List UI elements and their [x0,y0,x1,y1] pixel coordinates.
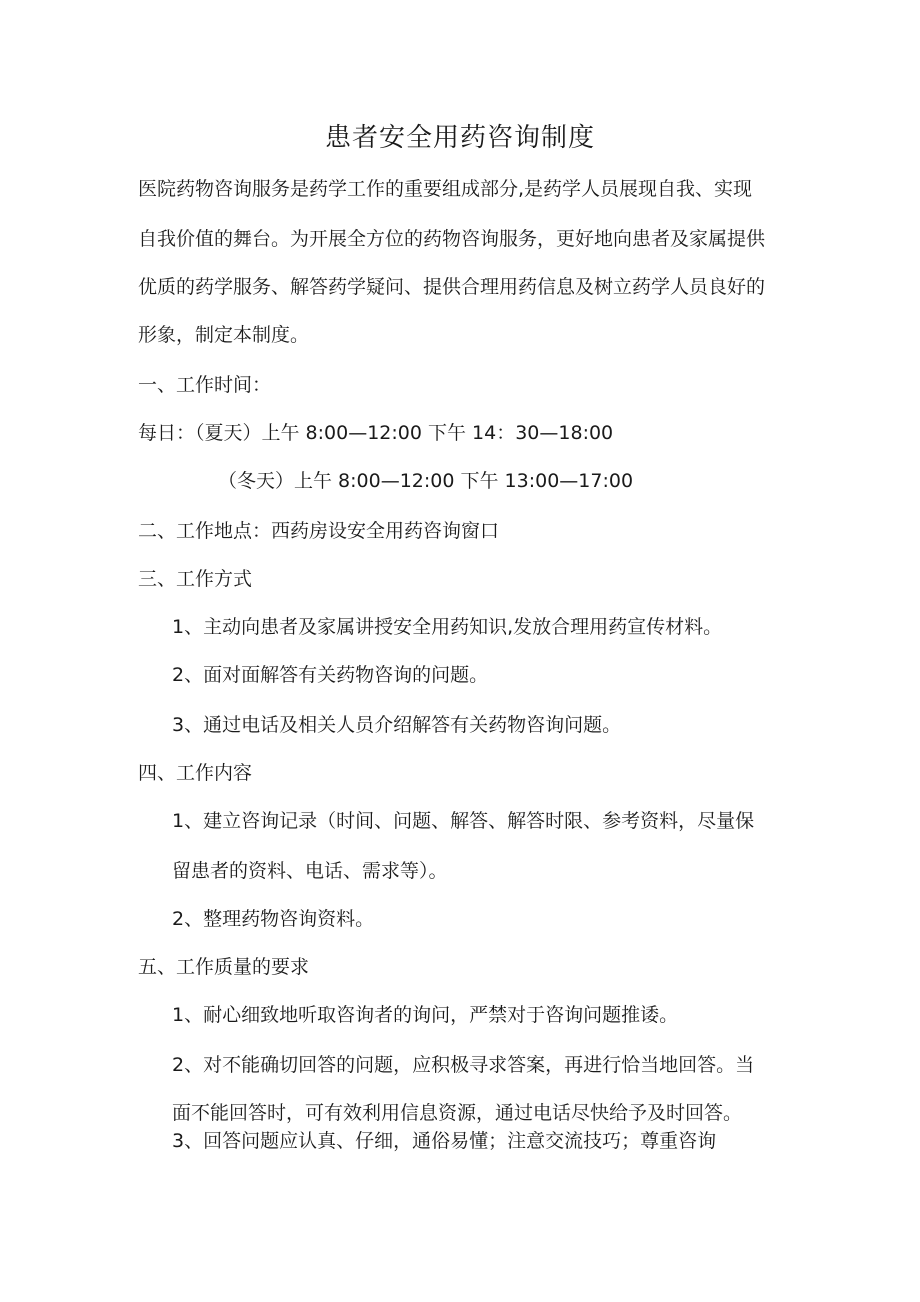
work-hours-summer: 每日：（夏天）上午 8:00—12:00 下午 14：30—18:00 [138,422,614,444]
section-5-item-2-line-1: 2、对不能确切回答的问题，应积极寻求答案，再进行恰当地回答。当 [172,1054,755,1076]
section-3-heading: 三、工作方式 [138,568,253,590]
section-4-item-2: 2、整理药物咨询资料。 [172,908,375,930]
intro-line-4: 形象，制定本制度。 [138,324,310,346]
section-4-item-1-line-1: 1、建立咨询记录（时间、问题、解答、解答时限、参考资料，尽量保 [172,810,755,832]
section-5-heading: 五、工作质量的要求 [138,956,310,978]
document-title: 患者安全用药咨询制度 [324,123,595,153]
section-4-item-1-line-2: 留患者的资料、电话、需求等）。 [172,860,448,882]
intro-line-2: 自我价值的舞台。为开展全方位的药物咨询服务，更好地向患者及家属提供 [138,228,766,250]
intro-line-3: 优质的药学服务、解答药学疑问、提供合理用药信息及树立药学人员良好的 [138,276,766,298]
section-3-item-2: 2、面对面解答有关药物咨询的问题。 [172,664,489,686]
work-hours-winter: （冬天）上午 8:00—12:00 下午 13:00—17:00 [218,470,634,492]
section-1-heading: 一、工作时间： [138,374,272,396]
section-2-heading: 二、工作地点：西药房设安全用药咨询窗口 [138,520,500,542]
section-5-item-1: 1、耐心细致地听取咨询者的询问，严禁对于咨询问题推诿。 [172,1004,679,1026]
section-3-item-3: 3、通过电话及相关人员介绍解答有关药物咨询问题。 [172,714,622,736]
section-4-heading: 四、工作内容 [138,762,253,784]
section-5-item-3: 3、回答问题应认真、仔细，通俗易懂；注意交流技巧；尊重咨询 [172,1130,717,1152]
intro-line-1: 医院药物咨询服务是药学工作的重要组成部分,是药学人员展现自我、实现 [138,178,753,200]
section-5-item-2-line-2: 面不能回答时，可有效利用信息资源，通过电话尽快给予及时回答。 [172,1102,743,1124]
section-3-item-1: 1、主动向患者及家属讲授安全用药知识,发放合理用药宣传材料。 [172,616,723,638]
